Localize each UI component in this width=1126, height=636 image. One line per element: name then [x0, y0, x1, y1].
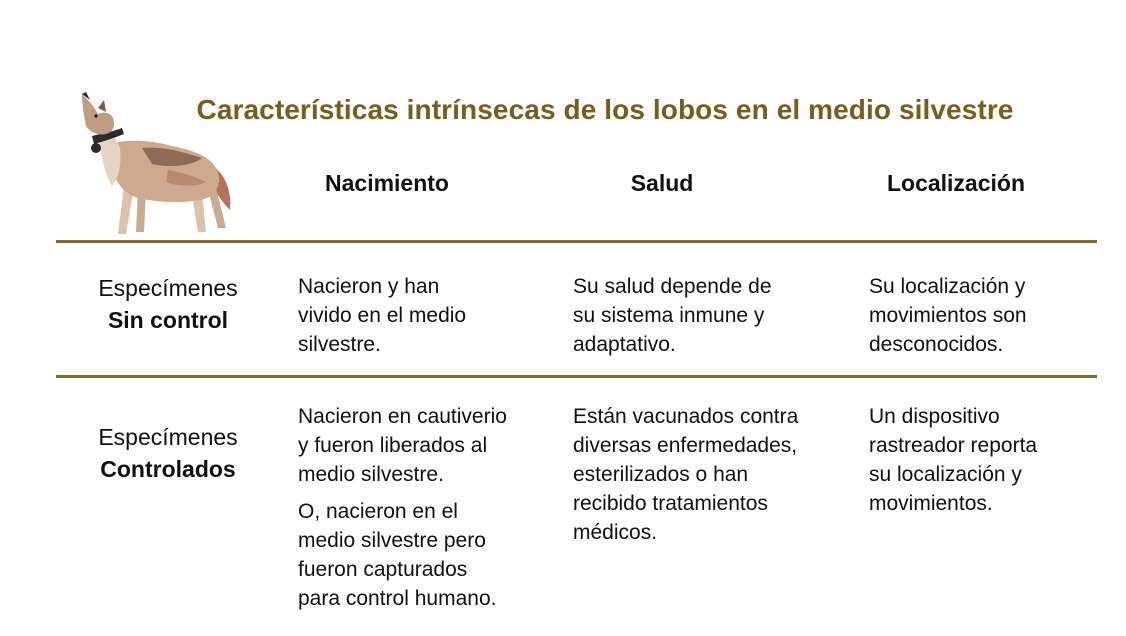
cell-sin-control-salud [573, 272, 843, 359]
column-header-nacimiento: Nacimiento [325, 170, 449, 196]
cell-text: Su localización y movimientos son desconocidos. [869, 275, 1027, 356]
row-label-sin-control [70, 272, 266, 336]
cell-sin-control-nacimiento [298, 272, 548, 359]
cell-sin-control-localizacion [869, 272, 1099, 359]
row-divider [56, 375, 1097, 378]
row-label-line1: Especímenes [98, 275, 238, 301]
cell-text: Un dispositivo rastreador reporta su localización y movimientos. [869, 405, 1038, 515]
cell-controlados-localizacion [869, 402, 1099, 518]
wolf-illustration [72, 86, 242, 240]
cell-text: O, nacieron en el medio silvestre pero fueron capturados para control humano. [298, 500, 497, 610]
header-divider [56, 240, 1097, 243]
cell-text: Nacieron en cautiverio y fueron liberados al medio silvestre. [298, 405, 507, 486]
row-label-line1: Especímenes [98, 424, 238, 450]
cell-text: Nacieron y han vivido en el medio silvestre. [298, 275, 467, 356]
row-label-line2: Controlados [100, 456, 236, 482]
row-label-controlados [70, 421, 266, 485]
column-header-salud: Salud [630, 170, 694, 196]
page-title: Características intrínsecas de los lobos en el medio silvestre [196, 94, 1014, 125]
row-label-line2: Sin control [107, 307, 229, 333]
cell-text: Están vacunados contra diversas enfermedades, esterilizados o han recibido tratamientos médicos. [573, 405, 799, 544]
cell-text: Su salud depende de su sistema inmune y adaptativo. [573, 275, 772, 356]
cell-controlados-salud [573, 402, 853, 547]
cell-controlados-nacimiento [298, 402, 558, 613]
column-header-localizacion: Localización [886, 170, 1026, 196]
